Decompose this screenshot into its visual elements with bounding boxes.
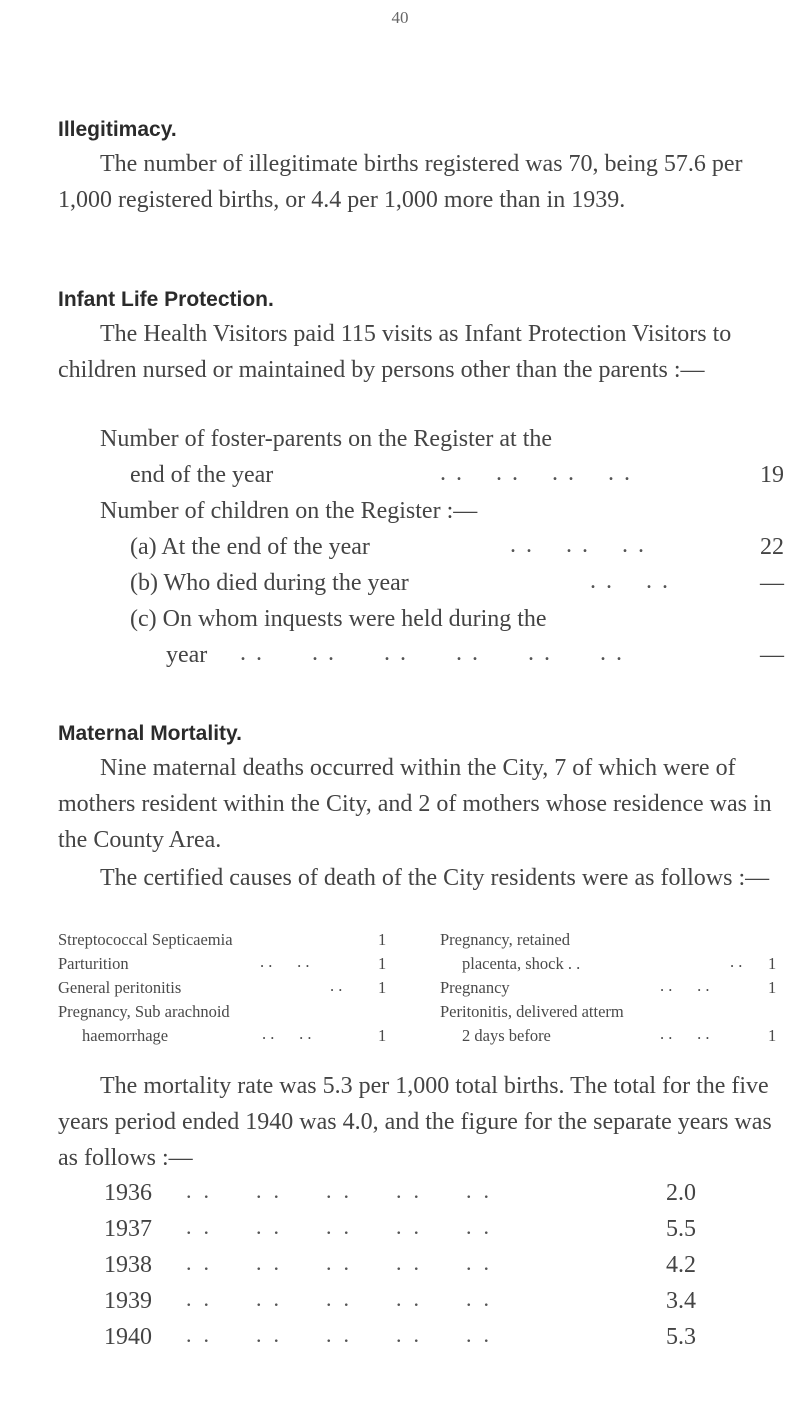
- maternal-paragraph-3: The mortality rate was 5.3 per 1,000 total births. The total for the five years period ended 1940 was 4.0, and the figure for the separate years was as follows :—: [58, 1073, 772, 1171]
- cause-value: 1: [768, 954, 777, 973]
- leader-dots: .. .. .. .. ..: [186, 1250, 501, 1275]
- year-rate: 4.2: [666, 1252, 696, 1278]
- infant-protection-intro: The Health Visitors paid 115 visits as Infant Protection Visitors to children nursed or maintained by persons other than the parents :—: [58, 321, 732, 383]
- year-label: 1939: [104, 1288, 152, 1314]
- foster-parents-value: 19: [760, 462, 784, 488]
- leader-dots: . . . . . . . . . . . .: [240, 640, 624, 666]
- maternal-paragraph-1: Nine maternal deaths occurred within the City, 7 of which were of mothers resident within the City, and 2 of mothers whose residence was in the County Area.: [58, 755, 772, 853]
- cause-label: 2 days before: [462, 1026, 551, 1045]
- year-label: 1937: [104, 1216, 152, 1242]
- children-register-label: Number of children on the Register :—: [100, 498, 478, 524]
- leader-dots: . . . .: [260, 952, 310, 971]
- year-label: 1940: [104, 1324, 152, 1350]
- foster-parents-label-line1: Number of foster-parents on the Register at the: [100, 426, 553, 452]
- illegitimacy-heading: Illegitimacy.: [58, 118, 177, 141]
- leader-dots: . . . .: [262, 1024, 312, 1043]
- leader-dots: . .: [330, 976, 343, 995]
- cause-label: Streptococcal Septicaemia: [58, 930, 233, 949]
- children-died-value: —: [760, 570, 784, 596]
- leader-dots: .. .. .. .. ..: [186, 1322, 501, 1347]
- year-label: 1936: [104, 1180, 152, 1206]
- leader-dots: . . . .: [660, 976, 710, 995]
- cause-label: Peritonitis, delivered atterm: [440, 1002, 624, 1021]
- inquests-label-line2: year: [166, 642, 208, 668]
- leader-dots: .. .. .. .. ..: [186, 1178, 501, 1203]
- year-rate: 3.4: [666, 1288, 696, 1314]
- maternal-mortality-heading: Maternal Mortality.: [58, 722, 242, 745]
- cause-label: haemorrhage: [82, 1026, 169, 1045]
- cause-value: 1: [378, 978, 387, 997]
- children-died-label: (b) Who died during the year: [130, 570, 409, 596]
- maternal-paragraph-2: The certified causes of death of the City residents were as follows :—: [100, 865, 770, 891]
- foster-parents-label-line2: end of the year: [130, 462, 274, 488]
- page-number: 40: [391, 8, 409, 27]
- cause-label: Pregnancy: [440, 978, 510, 997]
- leader-dots: . .: [730, 952, 743, 971]
- cause-label: placenta, shock . .: [462, 954, 581, 973]
- cause-label: Pregnancy, Sub arachnoid: [58, 1002, 230, 1021]
- cause-value: 1: [768, 1026, 777, 1045]
- leader-dots: .. .. .. .. ..: [186, 1214, 501, 1239]
- leader-dots: . . . .: [590, 568, 670, 594]
- year-label: 1938: [104, 1252, 152, 1278]
- year-rate: 5.3: [666, 1324, 696, 1350]
- leader-dots: . . . .: [660, 1024, 710, 1043]
- leader-dots: . . . . . .: [510, 532, 646, 558]
- inquests-label-line1: (c) On whom inquests were held during the: [130, 606, 547, 632]
- year-rate: 5.5: [666, 1216, 696, 1242]
- cause-label: Parturition: [58, 954, 129, 973]
- year-rate: 2.0: [666, 1180, 696, 1206]
- cause-value: 1: [378, 954, 387, 973]
- cause-value: 1: [378, 1026, 387, 1045]
- infant-protection-heading: Infant Life Protection.: [58, 288, 274, 311]
- leader-dots: .. .. .. .. ..: [186, 1286, 501, 1311]
- illegitimacy-paragraph: The number of illegitimate births registered was 70, being 57.6 per 1,000 registered births, or 4.4 per 1,000 more than in 1939.: [58, 151, 743, 213]
- cause-value: 1: [378, 930, 387, 949]
- inquests-value: —: [760, 642, 784, 668]
- children-end-year-label: (a) At the end of the year: [130, 534, 370, 560]
- cause-label: General peritonitis: [58, 978, 182, 997]
- leader-dots: . . . . . . . .: [440, 460, 632, 486]
- children-end-year-value: 22: [760, 534, 784, 560]
- cause-label: Pregnancy, retained: [440, 930, 570, 949]
- cause-value: 1: [768, 978, 777, 997]
